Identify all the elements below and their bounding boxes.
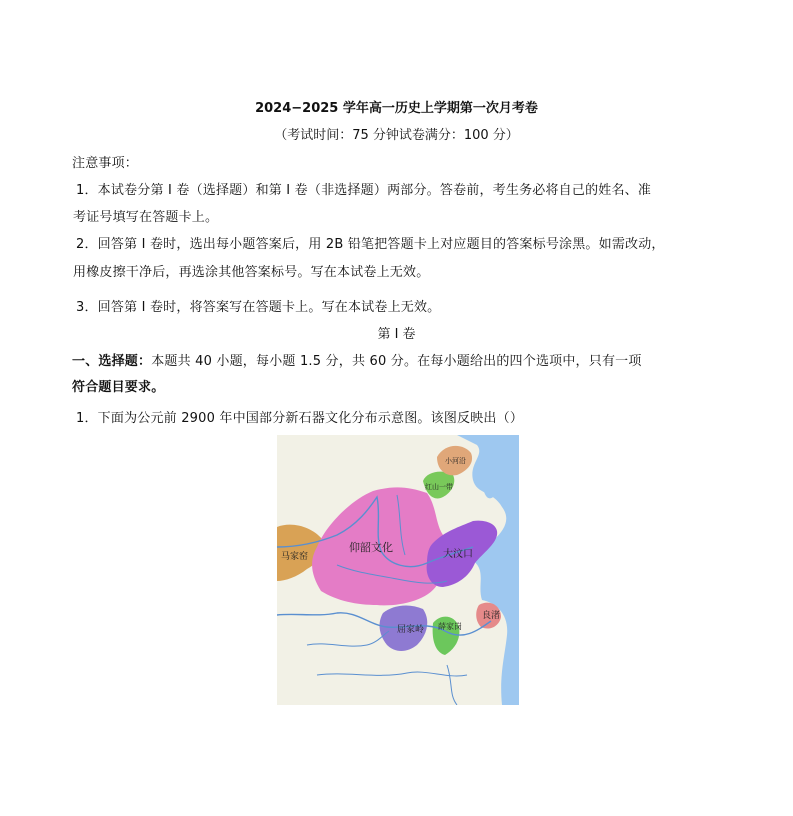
label-hongshan: 红山一带 bbox=[425, 483, 453, 491]
label-yangshao: 仰韶文化 bbox=[349, 541, 393, 554]
notice-item-1-line-1: 1．本试卷分第 I 卷（选择题）和第 I 卷（非选择题）两部分。答卷前，考生务必将自己的姓名、准 bbox=[76, 183, 652, 198]
label-xiaoheyan: 小河沿 bbox=[445, 457, 466, 465]
notice-item-2-line-2: 用橡皮擦干净后，再选涂其他答案标号。写在本试卷上无效。 bbox=[73, 265, 430, 280]
notice-heading: 注意事项： bbox=[72, 156, 139, 171]
label-dawenkou: 大汶口 bbox=[443, 549, 473, 560]
notice-item-2-line-1: 2．回答第 I 卷时，选出每小题答案后，用 2B 铅笔把答题卡上对应题目的答案标号涂黑。如需改动， bbox=[76, 237, 665, 252]
section-1-text: 本题共 40 小题，每小题 1.5 分，共 60 分。在每小题给出的四个选项中，只有一项 bbox=[151, 354, 642, 369]
notice-item-1-line-2: 考证号填写在答题卡上。 bbox=[73, 210, 219, 225]
notice-item-3: 3．回答第 I 卷时，将答案写在答题卡上。写在本试卷上无效。 bbox=[76, 300, 441, 315]
exam-title: 2024−2025 学年高一历史上学期第一次月考卷 bbox=[255, 101, 538, 116]
neolithic-culture-map bbox=[277, 435, 519, 705]
section-1-instructions bbox=[72, 350, 642, 369]
label-majiayao: 马家窑 bbox=[281, 552, 309, 562]
exam-subtitle: （考试时间：75 分钟试卷满分：100 分） bbox=[274, 128, 519, 143]
volume-heading: 第 I 卷 bbox=[377, 327, 416, 342]
label-qujialing: 屈家岭 bbox=[397, 625, 425, 635]
label-xuejiagang: 薛家岗 bbox=[438, 622, 462, 631]
section-1-label: 一、选择题： bbox=[72, 354, 152, 369]
label-liangzhu: 良渚 bbox=[482, 611, 501, 621]
question-1-stem: 1．下面为公元前 2900 年中国部分新石器文化分布示意图。该图反映出（） bbox=[76, 411, 524, 426]
section-1-text-line-2: 符合题目要求。 bbox=[72, 380, 165, 395]
